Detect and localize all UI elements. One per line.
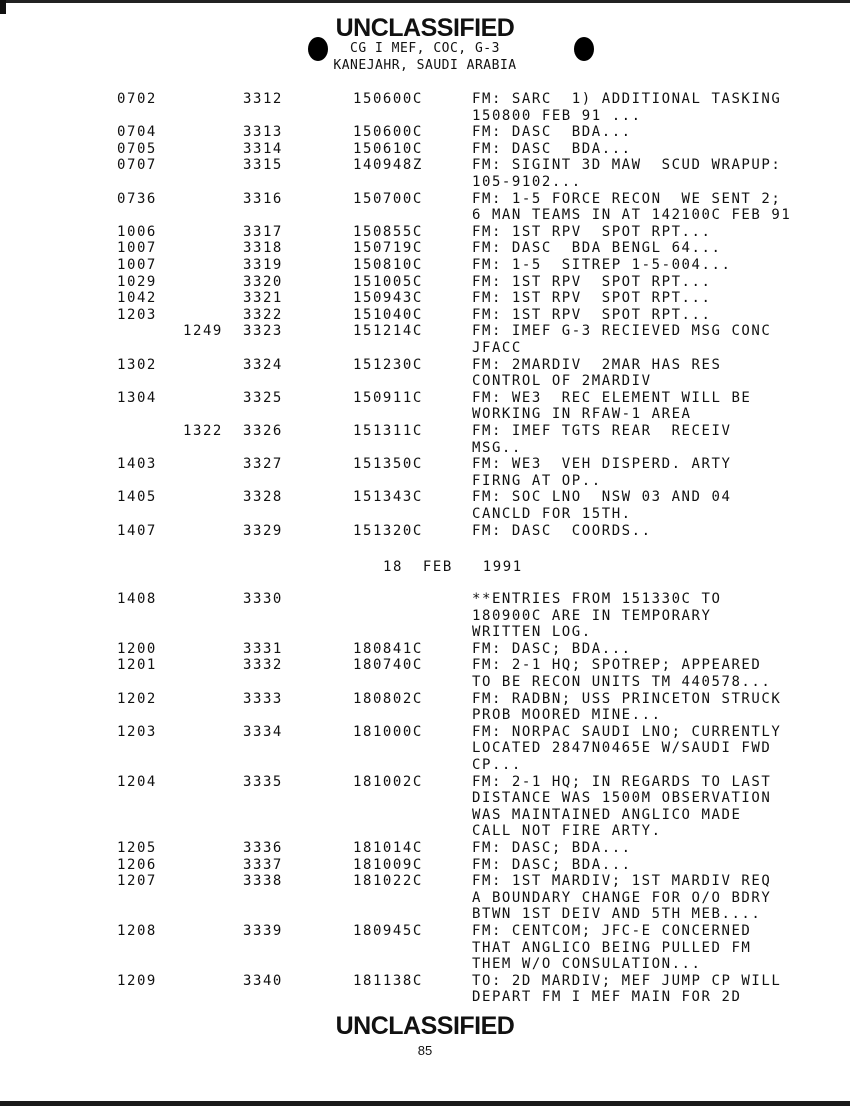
entry-time: 1201: [117, 657, 157, 674]
entry-message: [472, 657, 771, 690]
entry-serial: 3326: [243, 423, 283, 439]
entry-message-line: 105-9102...: [472, 173, 582, 190]
entry-message-line: FM: WE3 REC ELEMENT WILL BE: [472, 389, 752, 406]
entry-serial: 3315: [243, 157, 283, 174]
entry-serial: 3334: [243, 723, 283, 740]
entry-time: 1206: [117, 856, 157, 873]
entry-message-line: DEPART FM I MEF MAIN FOR 2D: [472, 989, 742, 1006]
entry-message-line: FM: IMEF TGTS REAR RECEIV: [472, 423, 732, 439]
entry-time: 1042: [117, 290, 157, 307]
entry-dtg: 151005C: [353, 273, 423, 290]
entry-message-line: FM: SIGINT 3D MAW SCUD WRAPUP:: [472, 157, 782, 174]
entry-message-line: THAT ANGLICO BEING PULLED FM: [472, 939, 752, 956]
entry-message-line: FM: 2-1 HQ; IN REGARDS TO LAST: [472, 773, 772, 790]
entry-serial: 3316: [243, 190, 283, 207]
entry-message: [472, 240, 721, 257]
entry-time: 1205: [117, 840, 157, 856]
entry-dtg: 150810C: [353, 257, 423, 273]
entry-serial: 3338: [243, 873, 283, 890]
entry-dtg: 150610C: [353, 140, 423, 157]
entry-serial: 3314: [243, 140, 283, 157]
entry-time: 1203: [117, 306, 157, 323]
entry-message-line: CANCLD FOR 15TH.: [472, 505, 632, 522]
entry-serial: 3313: [243, 124, 283, 141]
entry-dtg: 151040C: [353, 306, 423, 323]
entry-time: 1006: [117, 223, 157, 240]
entry-message: [472, 323, 771, 356]
header-location: KANEJAHR, SAUDI ARABIA: [333, 58, 517, 73]
entry-message: [472, 456, 731, 489]
entry-serial: 3339: [243, 923, 283, 939]
entry-message: [472, 290, 712, 307]
entry-message-line: FM: CENTCOM; JFC-E CONCERNED: [472, 923, 752, 939]
entry-dtg: 180841C: [353, 640, 423, 657]
entry-message-line: 6 MAN TEAMS IN AT 142100C FEB 91: [472, 207, 792, 224]
entry-serial: 3325: [243, 389, 283, 406]
entry-message: [472, 873, 771, 923]
entry-message: [472, 857, 632, 874]
entry-message-line: DISTANCE WAS 1500M OBSERVATION: [472, 790, 772, 807]
entry-serial: 3318: [243, 240, 283, 257]
entry-serial: 3319: [243, 257, 283, 273]
entry-message-line: FM: WE3 VEH DISPERD. ARTY: [472, 456, 732, 473]
entry-dtg: 181022C: [353, 873, 423, 890]
entry-dtg: 181000C: [353, 723, 423, 740]
entry-message-line: FM: DASC BDA BENGL 64...: [472, 240, 722, 257]
entry-message-line: FM: DASC; BDA...: [472, 840, 632, 856]
entry-time: 1209: [117, 972, 157, 989]
entry-dtg: 150719C: [353, 240, 423, 257]
entry-serial: 3317: [243, 223, 283, 240]
entry-dtg: 181014C: [353, 840, 423, 856]
entry-time: 0702: [117, 91, 157, 107]
entry-message-line: MSG..: [472, 439, 522, 456]
entry-message-line: FM: DASC COORDS..: [472, 522, 652, 539]
entry-time: 1029: [117, 273, 157, 290]
entry-time: 0707: [117, 157, 157, 174]
entry-serial: 3312: [243, 91, 283, 107]
entry-time: 1007: [117, 240, 157, 257]
entry-message-line: FM: 1ST MARDIV; 1ST MARDIV REQ: [472, 873, 772, 890]
entry-serial: 3331: [243, 640, 283, 657]
entry-message-line: FM: DASC BDA...: [472, 140, 632, 157]
entry-serial: 3320: [243, 273, 283, 290]
entry-message-line: CONTROL OF 2MARDIV: [472, 373, 652, 390]
entry-time: 1200: [117, 640, 157, 657]
entry-serial: 3327: [243, 456, 283, 473]
entry-message-line: LOCATED 2847N0465E W/SAUDI FWD: [472, 740, 772, 757]
entry-time: 1304: [117, 389, 157, 406]
entry-message: [472, 141, 632, 158]
entry-message-line: FM: RADBN; USS PRINCETON STRUCK: [472, 690, 782, 707]
entry-dtg: 151350C: [353, 456, 423, 473]
entry-message-line: FM: 1-5 SITREP 1-5-004...: [472, 257, 732, 273]
entry-serial: 3332: [243, 657, 283, 674]
page-number: 85: [417, 1043, 433, 1058]
entry-message: [472, 390, 751, 423]
entry-message: [472, 157, 781, 190]
entry-dtg: 151230C: [353, 356, 423, 373]
entry-dtg: 181002C: [353, 773, 423, 790]
entry-message-line: FM: DASC BDA...: [472, 124, 632, 141]
scan-corner-mark: [0, 0, 6, 14]
entry-message-line: THEM W/O CONSULATION...: [472, 956, 702, 973]
entry-dtg: 150600C: [353, 91, 423, 107]
entry-message-line: TO BE RECON UNITS TM 440578...: [472, 673, 772, 690]
entry-time: 1204: [117, 773, 157, 790]
entry-serial: 3323: [243, 323, 283, 340]
entry-serial: 3321: [243, 290, 283, 307]
date-separator: 18 FEB 1991: [383, 559, 523, 575]
entry-message-line: WRITTEN LOG.: [472, 624, 592, 641]
entry-message-line: FIRNG AT OP..: [472, 472, 602, 489]
entry-serial: 3322: [243, 306, 283, 323]
entry-time: 1202: [117, 690, 157, 707]
entry-alt-time: 1322: [183, 423, 223, 439]
entry-dtg: 150600C: [353, 124, 423, 141]
entry-serial: 3328: [243, 489, 283, 506]
entry-message-line: WAS MAINTAINED ANGLICO MADE: [472, 806, 742, 823]
entry-message-line: FM: 1ST RPV SPOT RPT...: [472, 290, 712, 307]
entry-dtg: 150700C: [353, 190, 423, 207]
entry-message: [472, 691, 781, 724]
entry-time: 1405: [117, 489, 157, 506]
entry-message-line: FM: DASC; BDA...: [472, 640, 632, 657]
entry-message: [472, 191, 791, 224]
entry-message: [472, 774, 771, 840]
entry-serial: 3336: [243, 840, 283, 856]
entry-message-line: FM: SOC LNO NSW 03 AND 04: [472, 489, 732, 506]
entry-message-line: CP...: [472, 756, 522, 773]
entry-time: 1403: [117, 456, 157, 473]
entry-message-line: CALL NOT FIRE ARTY.: [472, 823, 662, 840]
entry-message: [472, 489, 731, 522]
entry-message-line: FM: 2-1 HQ; SPOTREP; APPEARED: [472, 657, 762, 674]
entry-dtg: 180740C: [353, 657, 423, 674]
entry-message: [472, 257, 731, 274]
entry-message: [472, 124, 632, 141]
entry-time: 1302: [117, 356, 157, 373]
entry-time: 0705: [117, 140, 157, 157]
entry-message-line: BTWN 1ST DEIV AND 5TH MEB....: [472, 906, 762, 923]
entry-serial: 3337: [243, 856, 283, 873]
entry-dtg: 150943C: [353, 290, 423, 307]
entry-message-line: TO: 2D MARDIV; MEF JUMP CP WILL: [472, 972, 782, 989]
entry-dtg: 151320C: [353, 522, 423, 539]
entry-message: [472, 224, 712, 241]
classification-top: UNCLASSIFIED: [335, 14, 515, 42]
entry-message-line: A BOUNDARY CHANGE FOR O/O BDRY: [472, 889, 772, 906]
entry-message-line: FM: NORPAC SAUDI LNO; CURRENTLY: [472, 723, 782, 740]
entry-message-line: 150800 FEB 91 ...: [472, 107, 642, 124]
entry-message: [472, 591, 721, 641]
entry-dtg: 151343C: [353, 489, 423, 506]
entry-time: 1207: [117, 873, 157, 890]
entry-time: 1407: [117, 522, 157, 539]
entry-message: [472, 423, 731, 456]
entry-message-line: FM: SARC 1) ADDITIONAL TASKING: [472, 91, 782, 107]
entry-message: [472, 274, 712, 291]
entry-message-line: PROB MOORED MINE...: [472, 707, 662, 724]
entry-serial: 3340: [243, 972, 283, 989]
entry-dtg: 180802C: [353, 690, 423, 707]
classification-bottom: UNCLASSIFIED: [335, 1012, 515, 1040]
header-unit: CG I MEF, COC, G-3: [350, 41, 500, 56]
entry-time: 1007: [117, 257, 157, 273]
entry-serial: 3324: [243, 356, 283, 373]
entry-time: 1408: [117, 591, 157, 607]
entry-message-line: FM: 1ST RPV SPOT RPT...: [472, 306, 712, 323]
entry-message-line: FM: IMEF G-3 RECIEVED MSG CONC: [472, 323, 772, 340]
entry-dtg: 140948Z: [353, 157, 423, 174]
entry-dtg: 151214C: [353, 323, 423, 340]
entry-dtg: 181009C: [353, 856, 423, 873]
entry-message-line: FM: 1ST RPV SPOT RPT...: [472, 223, 712, 240]
entry-message: [472, 357, 721, 390]
entry-dtg: 150911C: [353, 389, 423, 406]
entry-message-line: FM: 2MARDIV 2MAR HAS RES: [472, 356, 722, 373]
entry-message: [472, 641, 632, 658]
entry-dtg: 180945C: [353, 923, 423, 939]
entry-message: [472, 91, 781, 124]
entry-message-line: FM: DASC; BDA...: [472, 856, 632, 873]
entry-message-line: FM: 1ST RPV SPOT RPT...: [472, 273, 712, 290]
entry-message: [472, 973, 781, 1006]
entry-message: [472, 923, 751, 973]
entry-serial: 3335: [243, 773, 283, 790]
entry-serial: 3330: [243, 591, 283, 607]
entry-dtg: 181138C: [353, 972, 423, 989]
scan-top-edge: [0, 0, 850, 3]
entry-time: 0704: [117, 124, 157, 141]
entry-alt-time: 1249: [183, 323, 223, 340]
entry-dtg: 150855C: [353, 223, 423, 240]
entry-time: 0736: [117, 190, 157, 207]
entry-message-line: FM: 1-5 FORCE RECON WE SENT 2;: [472, 190, 782, 207]
entry-message: [472, 724, 781, 774]
entry-time: 1203: [117, 723, 157, 740]
entry-serial: 3333: [243, 690, 283, 707]
entry-message: [472, 523, 652, 540]
entry-message-line: 180900C ARE IN TEMPORARY: [472, 607, 712, 624]
entry-message-line: JFACC: [472, 339, 522, 356]
entry-message-line: WORKING IN RFAW-1 AREA: [472, 406, 692, 423]
entry-dtg: 151311C: [353, 423, 423, 439]
entry-message: [472, 840, 632, 857]
entry-message: [472, 307, 712, 324]
scan-bottom-edge: [0, 1101, 850, 1106]
entry-serial: 3329: [243, 522, 283, 539]
entry-time: 1208: [117, 923, 157, 939]
entry-message-line: **ENTRIES FROM 151330C TO: [472, 591, 722, 607]
